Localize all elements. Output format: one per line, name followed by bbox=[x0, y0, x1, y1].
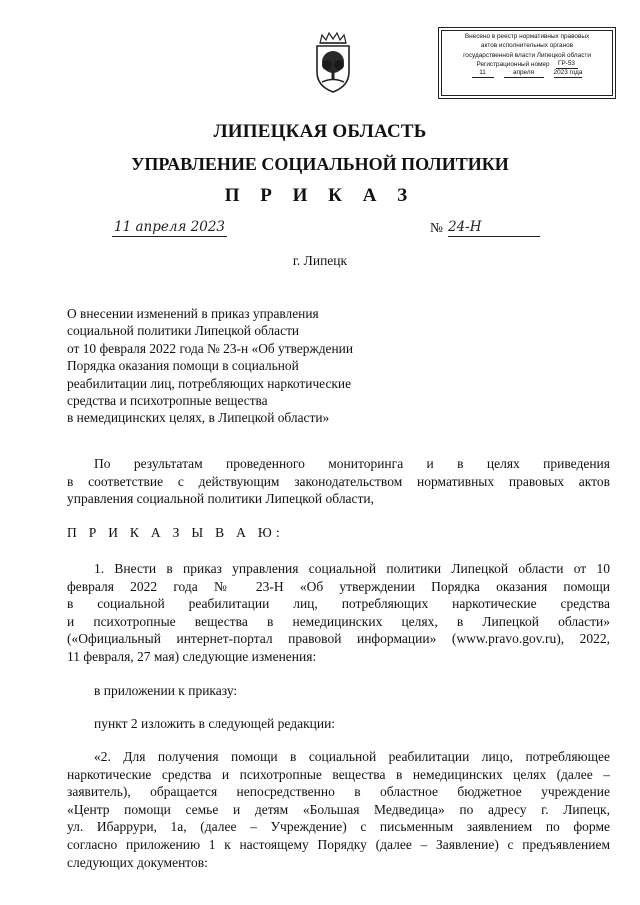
stamp-line: Внесено в реестр нормативных правовых bbox=[464, 33, 590, 40]
quote-line: следующих документов: bbox=[67, 854, 208, 870]
preamble bbox=[67, 455, 610, 508]
order-subject bbox=[67, 305, 397, 427]
subject-line: социальной политики Липецкой области bbox=[67, 323, 300, 339]
coat-of-arms-icon bbox=[312, 32, 354, 94]
subject-line: О внесении изменений в приказ управления bbox=[67, 306, 319, 321]
item-1 bbox=[67, 560, 610, 666]
stamp-month: апреля bbox=[504, 69, 544, 78]
item-line: 1. Внести в приказ управления социальной политики Липецкой области от 10 bbox=[94, 561, 610, 576]
region-title: ЛИПЕЦКАЯ ОБЛАСТЬ bbox=[213, 121, 427, 142]
number-label: № bbox=[430, 220, 443, 235]
stamp-reg-number: ГР-53 bbox=[556, 60, 578, 69]
stamp-year: 2023 года bbox=[553, 69, 583, 77]
subject-line: средства и психотропные вещества bbox=[67, 393, 268, 409]
department-title: УПРАВЛЕНИЕ СОЦИАЛЬНОЙ ПОЛИТИКИ bbox=[131, 154, 509, 174]
appendix-line: в приложении к приказу: bbox=[94, 683, 238, 698]
quote-line: согласно приложению 1 к настоящему Порядку (далее – Заявление) с предъявлением bbox=[67, 836, 610, 852]
item-line: («Официальный интернет-портал правовой информации» (www.pravo.gov.ru), 2022, bbox=[67, 631, 610, 647]
order-number: 24-Н bbox=[448, 219, 540, 237]
quote-line: заявитель), обращается непосредственно в областное бюджетное учреждение bbox=[67, 784, 610, 800]
registration-stamp bbox=[441, 30, 613, 96]
quoted-point-2 bbox=[67, 748, 610, 871]
quote-line: наркотические средства и психотропные вещества в немедицинских целях (далее – bbox=[67, 766, 610, 782]
document-type: П Р И К А З bbox=[224, 185, 416, 206]
stamp-line: актов исполнительных органов bbox=[480, 42, 574, 50]
point-line: пункт 2 изложить в следующей редакции: bbox=[94, 716, 336, 731]
item-line: февраля 2022 года № 23-Н «Об утверждении Порядка оказания помощи bbox=[67, 578, 610, 594]
subject-line: в немедицинских целях, в Липецкой области» bbox=[67, 410, 330, 426]
order-date: 11 апреля 2023 bbox=[114, 219, 226, 235]
item-line: 11 февраля, 27 мая) следующие изменения: bbox=[67, 648, 317, 664]
stamp-line: государственной власти Липецкой области bbox=[463, 51, 591, 59]
preamble-line: По результатам проведенного мониторинга и в целях приведения bbox=[94, 456, 610, 471]
stamp-reg-label: Регистрационный номер bbox=[476, 60, 550, 68]
item-line: в социальной реабилитации лиц, потребляющих наркотические средства bbox=[67, 596, 610, 612]
quote-line: «Центр помощи семье и детям «Большая Медведица» по адресу г. Липецк, bbox=[67, 801, 610, 817]
stamp-day: 11 bbox=[472, 69, 494, 78]
stamp-reg-row bbox=[442, 60, 612, 69]
quote-line: «2. Для получения помощи в социальной реабилитации лицо, потребляющее bbox=[94, 749, 610, 764]
city: г. Липецк bbox=[292, 253, 348, 268]
stamp-date-row bbox=[442, 69, 612, 78]
item-line: и психотропные вещества в немедицинских целях, в Липецкой области» bbox=[67, 613, 610, 629]
order-word: П Р И К А З Ы В А Ю: bbox=[67, 525, 285, 540]
preamble-line: в соответствие с действующим законодательством нормативных правовых актов bbox=[67, 473, 610, 489]
subject-line: Порядка оказания помощи в социальной bbox=[67, 358, 299, 374]
subject-line: от 10 февраля 2022 года № 23-н «Об утверждении bbox=[67, 340, 353, 356]
subject-line: реабилитации лиц, потребляющих наркотические bbox=[67, 375, 352, 391]
quote-line: ул. Ибаррури, 1а, (далее – Учреждение) с письменным заявлением по форме bbox=[67, 819, 610, 835]
preamble-line: управления социальной политики Липецкой области, bbox=[67, 491, 375, 507]
